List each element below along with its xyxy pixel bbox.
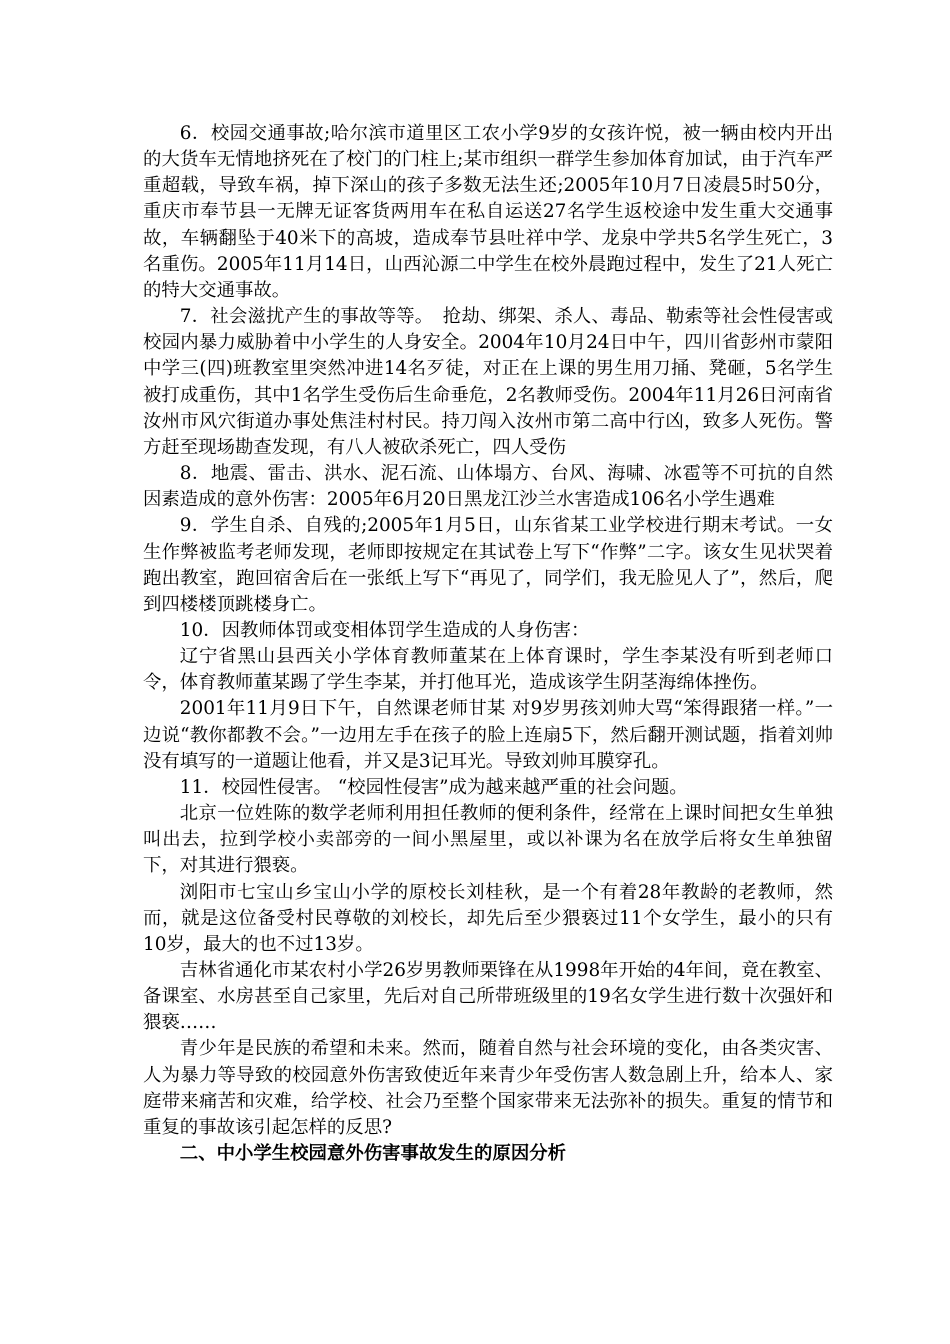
paragraph-suicide-self-harm: 9．学生自杀、自残的;2005年1月5日，山东省某工业学校进行期末考试。一女生作弊被监考老师发现，老师即按规定在其试卷上写下“作弊”二字。该女生见状哭着跑出教室，跑回宿舍后在一张纸上写下“再见了，同学们，我无脸见人了”，然后，爬到四楼楼顶跳楼身亡。 (143, 515, 833, 615)
paragraph-sexual-abuse-title: 11．校园性侵害。 “校园性侵害”成为越来越严重的社会问题。 (179, 776, 688, 798)
paragraph-corporal-punishment-case-1: 辽宁省黑山县西关小学体育教师董某在上体育课时，学生李某没有听到老师口令，体育教师董某踢了学生李某，并打他耳光，造成该学生阴茎海绵体挫伤。 (143, 646, 833, 694)
paragraph-summary: 青少年是民族的希望和未来。然而，随着自然与社会环境的变化，由各类灾害、人为暴力等导致的校园意外伤害致使近年来青少年受伤害人数急剧上升，给本人、家庭带来痛苦和灾难，给学校、社会乃至整个国家带来无法弥补的损失。重复的情节和重复的事故该引起怎样的反思? (143, 1038, 833, 1138)
paragraph-social-harassment: 7．社会滋扰产生的事故等等。 抢劫、绑架、杀人、毒品、勒索等社会性侵害或校园内暴力威胁着中小学生的人身安全。2004年10月24日中午，四川省彭州市蒙阳中学三(四)班教室里突然冲进14名歹徒，对正在上课的男生用刀捅、凳砸，5名学生被打成重伤，其中1名学生受伤后生命垂危，2名教师受伤。2004年11月26日河南省汝州市风穴街道办事处焦洼村村民。持刀闯入汝州市第二高中行凶，致多人死伤。警方赶至现场勘查发现，有八人被砍杀死亡，四人受伤 (143, 306, 833, 458)
paragraph-sexual-abuse-case-1: 北京一位姓陈的数学老师利用担任教师的便利条件，经常在上课时间把女生单独叫出去，拉到学校小卖部旁的一间小黑屋里，或以补课为名在放学后将女生单独留下，对其进行猥亵。 (143, 803, 833, 877)
document-page (143, 121, 833, 1167)
paragraph-corporal-punishment-title: 10．因教师体罚或变相体罚学生造成的人身伤害： (179, 619, 590, 641)
paragraph-sexual-abuse-case-3: 吉林省通化市某农村小学26岁男教师栗锋在从1998年开始的4年间，竟在教室、备课室、水房甚至自己家里，先后对自己所带班级里的19名女学生进行数十次强奸和猥亵…… (143, 960, 833, 1034)
section-heading: 二、中小学生校园意外伤害事故发生的原因分析 (179, 1143, 567, 1165)
paragraph-corporal-punishment-case-2: 2001年11月9日下午，自然课老师甘某 对9岁男孩刘帅大骂“笨得跟猪一样。”一边说“教你都教不会。”一边用左手在孩子的脸上连扇5下，然后翻开测试题，指着刘帅没有填写的一道题让他看，并又是3记耳光。导致刘帅耳膜穿孔。 (143, 698, 833, 772)
paragraph-natural-disasters: 8．地震、雷击、洪水、泥石流、山体塌方、台风、海啸、冰雹等不可抗的自然因素造成的意外伤害：2005年6月20日黑龙江沙兰水害造成106名小学生遇难 (143, 463, 833, 511)
paragraph-sexual-abuse-case-2: 浏阳市七宝山乡宝山小学的原校长刘桂秋，是一个有着28年教龄的老教师，然而，就是这位备受村民尊敬的刘校长，却先后至少猥亵过11个女学生，最小的只有10岁，最大的也不过13岁。 (143, 881, 833, 955)
paragraph-traffic-accidents: 6．校园交通事故;哈尔滨市道里区工农小学9岁的女孩许悦，被一辆由校内开出的大货车无情地挤死在了校门的门柱上;某市组织一群学生参加体育加试，由于汽车严重超载，导致车祸，掉下深山的孩子多数无法生还;2005年10月7日凌晨5时50分，重庆市奉节县一无牌无证客货两用车在私自运送27名学生返校途中发生重大交通事故，车辆翻坠于40米下的高坡，造成奉节县吐祥中学、龙泉中学共5名学生死亡，3名重伤。2005年11月14日，山西沁源二中学生在校外晨跑过程中，发生了21人死亡的特大交通事故。 (143, 123, 833, 301)
